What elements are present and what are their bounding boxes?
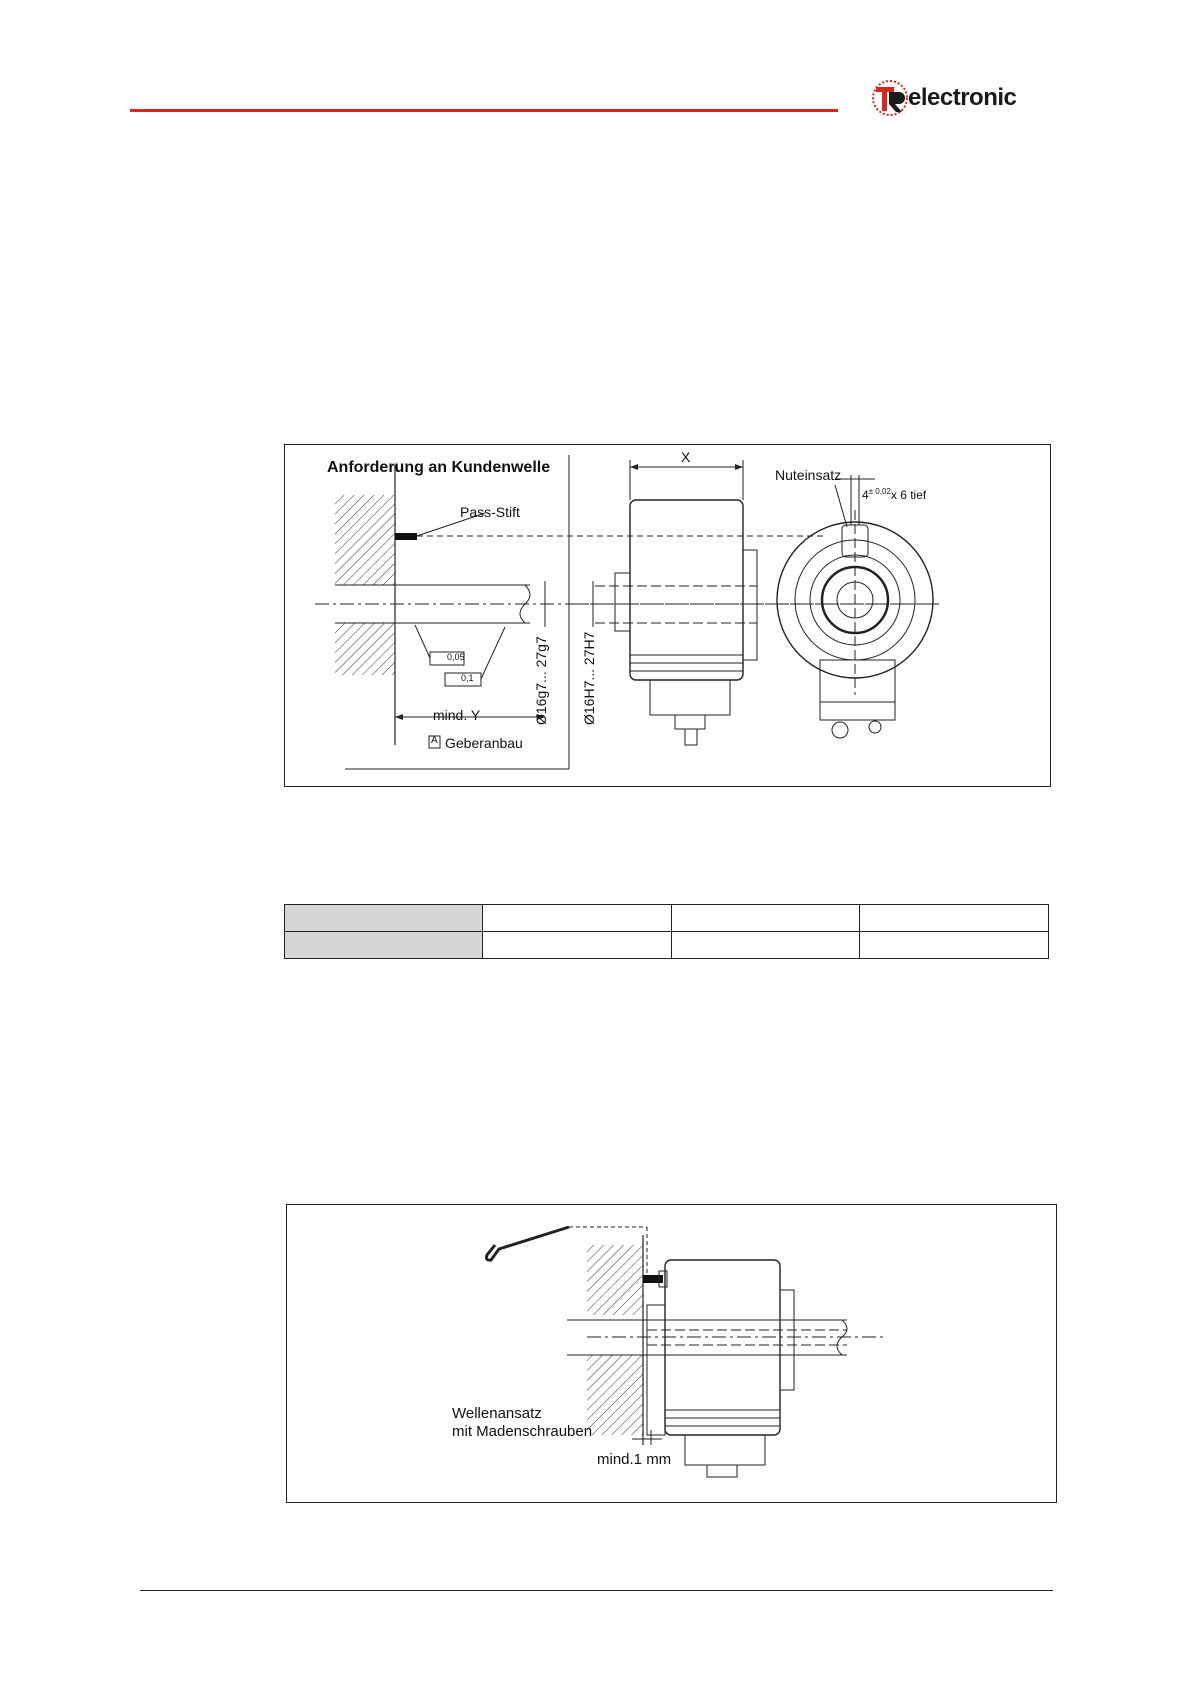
- table-cell: [671, 932, 860, 959]
- concentricity-tolerance: 0,1: [461, 673, 474, 683]
- table-cell: [860, 932, 1049, 959]
- figure2-drawing: [287, 1205, 1056, 1502]
- tr-logo-icon: [870, 78, 910, 118]
- runout-tolerance: 0,05: [447, 652, 465, 662]
- slot-depth: x 6 tief: [890, 488, 927, 502]
- figure1-drawing: [285, 445, 1050, 786]
- header-rule: [130, 109, 838, 112]
- slot-base: 4: [862, 488, 869, 502]
- table-row: [285, 905, 1049, 932]
- pass-stift-label: Pass-Stift: [460, 504, 520, 520]
- datum-letter: A: [431, 735, 438, 746]
- wellenansatz-label: Wellenansatz: [452, 1405, 542, 1422]
- figure-shaft-requirements: [284, 444, 1051, 787]
- slot-tolerance: ± 0,02: [868, 487, 891, 496]
- madenschrauben-label: mit Madenschrauben: [452, 1423, 593, 1440]
- logo-text: electronic: [908, 84, 1017, 111]
- figure1-title: Anforderung an Kundenwelle: [327, 459, 551, 476]
- table-header-cell: [285, 932, 483, 959]
- table-cell: [483, 932, 672, 959]
- footer-rule: [140, 1590, 1053, 1591]
- mind-y-label: mind. Y: [433, 707, 481, 723]
- x-dimension-label: X: [681, 449, 691, 465]
- spec-table: [284, 904, 1049, 959]
- table-row: [285, 932, 1049, 959]
- table-cell: [671, 905, 860, 932]
- table-cell: [860, 905, 1049, 932]
- tr-electronic-logo: [870, 78, 1045, 118]
- slot-width-label: [862, 487, 926, 502]
- nuteinsatz-label: Nuteinsatz: [775, 467, 842, 483]
- table-header-cell: [285, 905, 483, 932]
- mind-1mm-label: mind.1 mm: [597, 1451, 672, 1468]
- geberanbau-label: Geberanbau: [445, 735, 523, 751]
- table-cell: [483, 905, 672, 932]
- shaft-diameter-label: Ø16g7... 27g7: [533, 636, 549, 725]
- figure-shaft-mounting: [286, 1204, 1057, 1503]
- bore-diameter-label: Ø16H7... 27H7: [581, 631, 597, 725]
